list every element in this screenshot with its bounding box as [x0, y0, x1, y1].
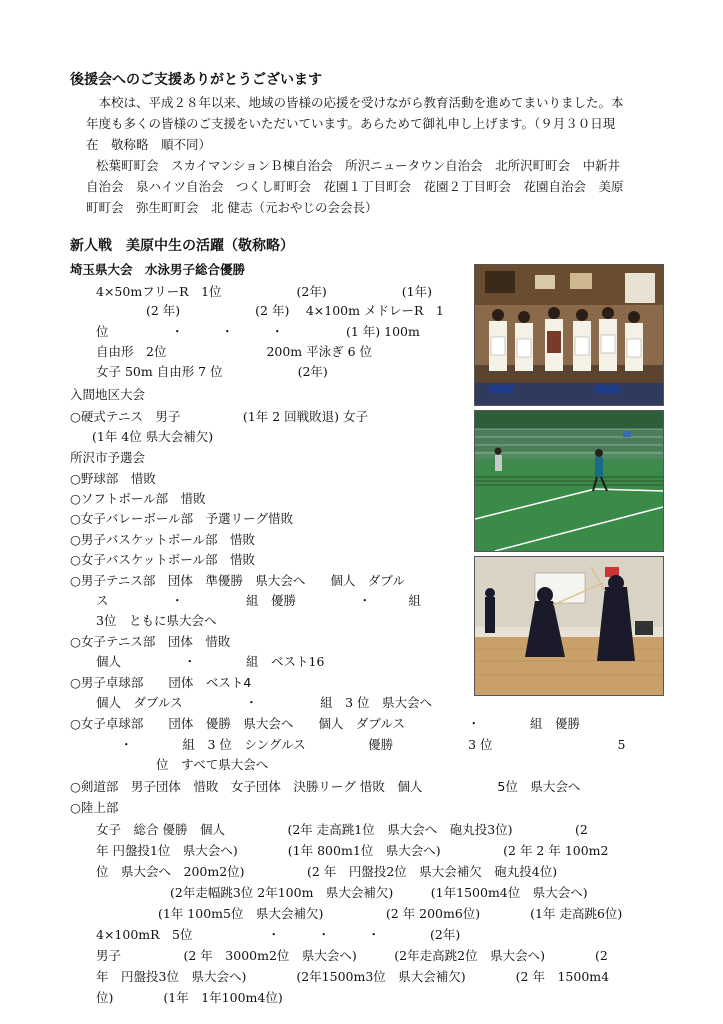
rookie-line: 位 県大会へ 200m2位) (2 年 円盤投2位 県大会補欠 砲丸投4位) [96, 864, 558, 879]
rookie-line: 埼玉県大会 水泳男子総合優勝 [70, 262, 246, 277]
kendo-photo [474, 556, 664, 696]
support-line: 本校は、平成２８年以来、地域の皆様の応援を受けながら教育活動を進めてまいりました。本 [86, 95, 624, 110]
rookie-line: 3位 ともに県大会へ [96, 613, 217, 628]
rookie-line: ス ・ 組 優勝 ・ 組 [96, 593, 422, 608]
rookie-line: (2年走幅跳3位 2年100m 県大会補欠) (1年1500m4位 県大会へ) [170, 885, 588, 900]
rookie-line: ○男子卓球部 団体 ベスト4 [70, 675, 252, 690]
rookie-line: ○ソフトボール部 惜敗 [70, 491, 206, 506]
rookie-line: (1年 100m5位 県大会補欠) (2 年 200m6位) (1年 走高跳6位) [158, 906, 623, 921]
rookie-line: 位 ・ ・ ・ (1 年) 100m [96, 324, 420, 339]
swimming-team-photo [474, 264, 664, 406]
rookie-line: ○女子バスケットボール部 惜敗 [70, 552, 256, 567]
support-line: 町町会 弥生町町会 北 健志（元おやじの会会長） [86, 200, 378, 215]
tennis-photo [474, 410, 664, 552]
rookie-line: ○野球部 惜敗 [70, 471, 156, 486]
rookie-line: 年 円盤投1位 県大会へ) (1年 800m1位 県大会へ) (2 年 2 年 100m2 [96, 843, 609, 858]
rookie-line: ○女子卓球部 団体 優勝 県大会へ 個人 ダブルス ・ 組 優勝 [70, 716, 581, 731]
support-line: 自治会 泉ハイツ自治会 つくし町町会 花園１丁目町会 花園２丁目町会 花園自治会 美原 [86, 179, 624, 194]
rookie-line: 位) (1年 1年100m4位) [96, 990, 283, 1005]
rookie-line: ○剣道部 男子団体 惜敗 女子団体 決勝リーグ 惜敗 個人 5位 県大会へ [70, 779, 581, 794]
rookie-line: (1年 4位 県大会補欠) [92, 429, 214, 444]
rookie-line: 入間地区大会 [70, 387, 146, 402]
support-line: 年度も多くの皆様のご支援をいただいています。あらためて御礼申し上げます。（９月３０日現 [86, 116, 616, 131]
support-line: 在 敬称略 順不同） [86, 137, 212, 152]
rookie-line: 年 円盤投3位 県大会へ) (2年1500m3位 県大会補欠) (2 年 1500m4 [96, 969, 610, 984]
rookie-line: 位 すべて県大会へ [156, 757, 269, 772]
rookie-line: ○女子バレーボール部 予選リーグ惜敗 [70, 511, 294, 526]
rookie-line: ○女子テニス部 団体 惜敗 [70, 634, 231, 649]
rookie-line: 所沢市予選会 [70, 450, 146, 465]
support-line: 松葉町町会 スカイマンションＢ棟自治会 所沢ニュータウン自治会 北所沢町町会 中新井 [96, 158, 621, 173]
rookie-line: 個人 ・ 組 ベスト16 [96, 654, 325, 669]
rookie-line: ・ 組 3 位 シングルス 優勝 3 位 5 [120, 737, 626, 752]
rookie-line: 4×100mR 5位 ・ ・ ・ (2年) [96, 927, 461, 942]
rookie-line: 女子 50m 自由形 7 位 (2年) [96, 364, 328, 379]
support-heading: 後援会へのご支援ありがとうございます [70, 72, 322, 88]
rookie-line: ○硬式テニス 男子 (1年 2 回戦敗退) 女子 [70, 409, 368, 424]
rookie-heading: 新人戦 美原中生の活躍（敬称略） [70, 238, 294, 254]
rookie-line: ○男子テニス部 団体 準優勝 県大会へ 個人 ダブル [70, 573, 405, 588]
rookie-line: 女子 総合 優勝 個人 (2年 走高跳1位 県大会へ 砲丸投3位) (2 [96, 822, 588, 837]
rookie-line: ○陸上部 [70, 800, 119, 815]
rookie-line: 男子 (2 年 3000m2位 県大会へ) (2年走高跳2位 県大会へ) (2 [96, 948, 608, 963]
rookie-line: 個人 ダブルス ・ 組 3 位 県大会へ [96, 695, 433, 710]
rookie-line: 4×50mフリーR 1位 (2年) (1年) [96, 284, 432, 299]
rookie-line: 自由形 2位 200m 平泳ぎ 6 位 [96, 344, 373, 359]
rookie-line: (2 年) (2 年) 4×100m メドレーR 1 [146, 303, 444, 318]
rookie-line: ○男子バスケットボール部 惜敗 [70, 532, 256, 547]
